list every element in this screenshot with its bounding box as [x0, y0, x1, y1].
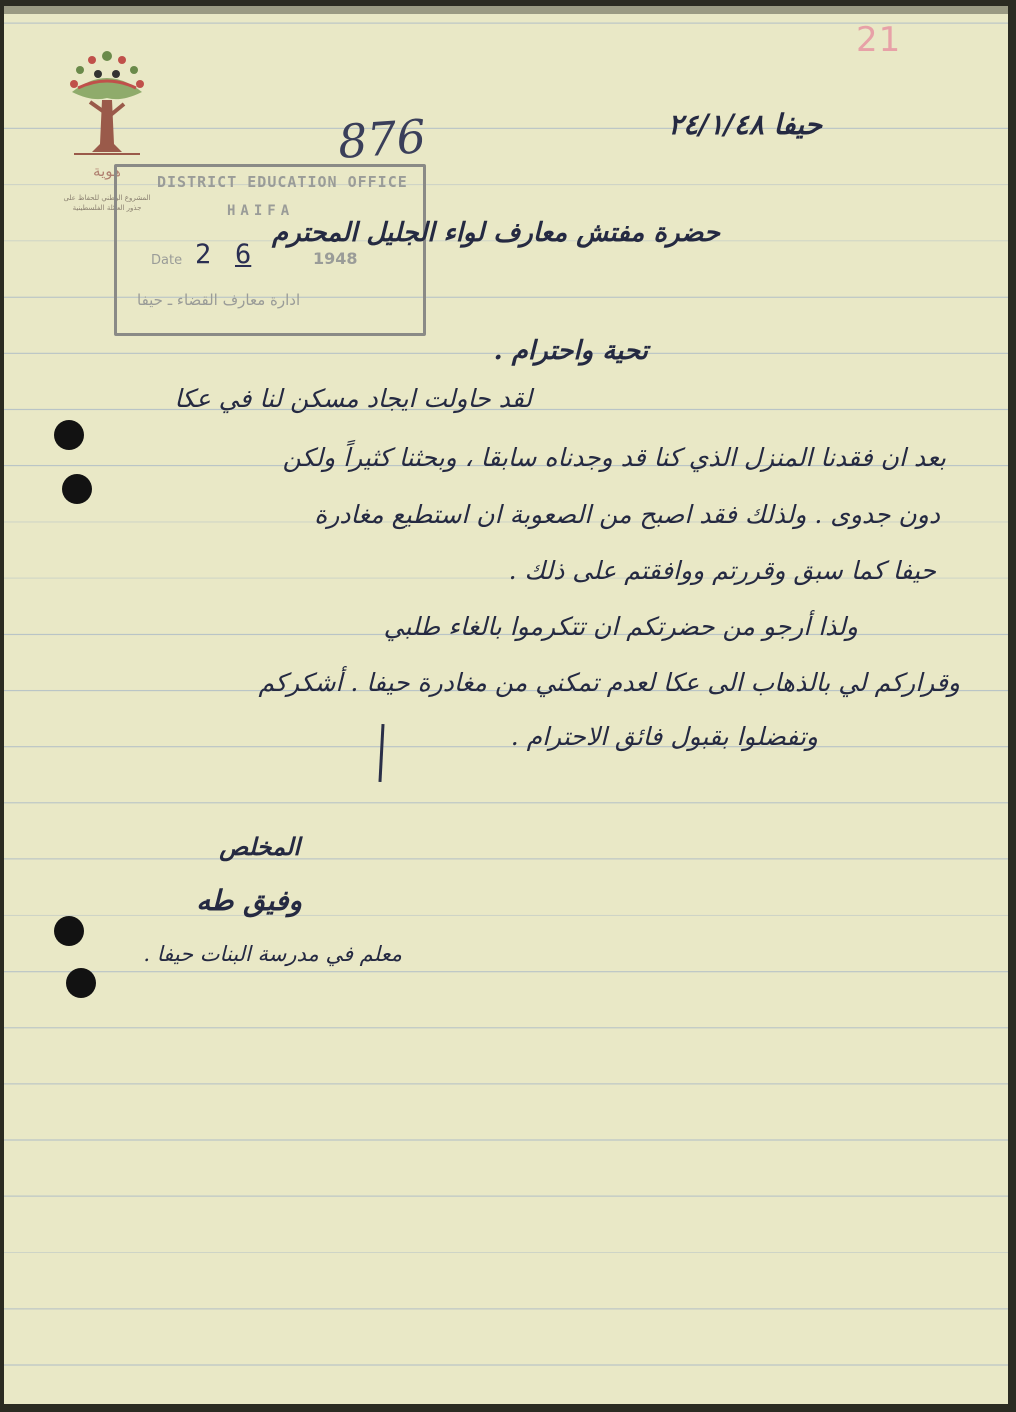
document-page	[4, 6, 1008, 1404]
letter-date: حيفا ٢٤/١/٤٨	[668, 108, 822, 141]
margin-mark	[378, 724, 384, 782]
stamp-day: 2	[195, 239, 212, 270]
punch-hole	[62, 474, 92, 504]
scan-edge	[4, 6, 1008, 14]
punch-hole	[54, 420, 84, 450]
family-tree-icon	[52, 44, 162, 162]
stamp-city: HAIFA	[227, 203, 295, 219]
signature-title: معلم في مدرسة البنات حيفا .	[143, 942, 402, 966]
letter-line: لقد حاولت ايجاد مسكن لنا في عكا	[174, 384, 532, 413]
stamp-arabic-office: ادارة معارف القضاء ـ حيفا	[137, 291, 301, 309]
stamp-office: DISTRICT EDUCATION OFFICE	[157, 173, 408, 191]
signature-closing: المخلص	[219, 832, 300, 861]
logo-tagline-2: جذور العائلة الفلسطينية	[72, 204, 142, 212]
page-number: 21	[856, 20, 902, 60]
stamp-year: 1948	[313, 249, 358, 268]
logo-tagline: المشروع الوطني للحفاظ على	[63, 194, 151, 202]
logo-wordmark: هوية	[93, 162, 121, 180]
letter-line: وقراركم لي بالذهاب الى عكا لعدم تمكني من مغادرة حيفا . أشكركم	[258, 668, 960, 697]
stamp-date-label: Date	[151, 253, 183, 268]
letter-line: دون جدوى . ولذلك فقد اصبح من الصعوبة ان استطيع مغادرة	[314, 500, 940, 529]
letter-line: وتفضلوا بقبول فائق الاحترام .	[510, 722, 818, 751]
letter-greeting: تحية واحترام .	[493, 336, 648, 366]
letter-line: بعد ان فقدنا المنزل الذي كنا قد وجدناه سابقا ، وبحثنا كثيراً ولكن	[282, 443, 946, 472]
letter-line: حيفا كما سبق وقررتم ووافقتم على ذلك .	[508, 556, 936, 585]
signature-name: وفيق طه	[196, 884, 302, 917]
punch-hole	[66, 968, 96, 998]
stamp-month: 6	[235, 239, 252, 270]
letter-line: ولذا أرجو من حضرتكم ان تتكرموا بالغاء طلبي	[383, 612, 858, 641]
office-stamp	[114, 164, 426, 336]
punch-hole	[54, 916, 84, 946]
letter-addressee: حضرة مفتش معارف لواء الجليل المحترم	[272, 218, 720, 248]
reference-number: 876	[336, 109, 428, 169]
